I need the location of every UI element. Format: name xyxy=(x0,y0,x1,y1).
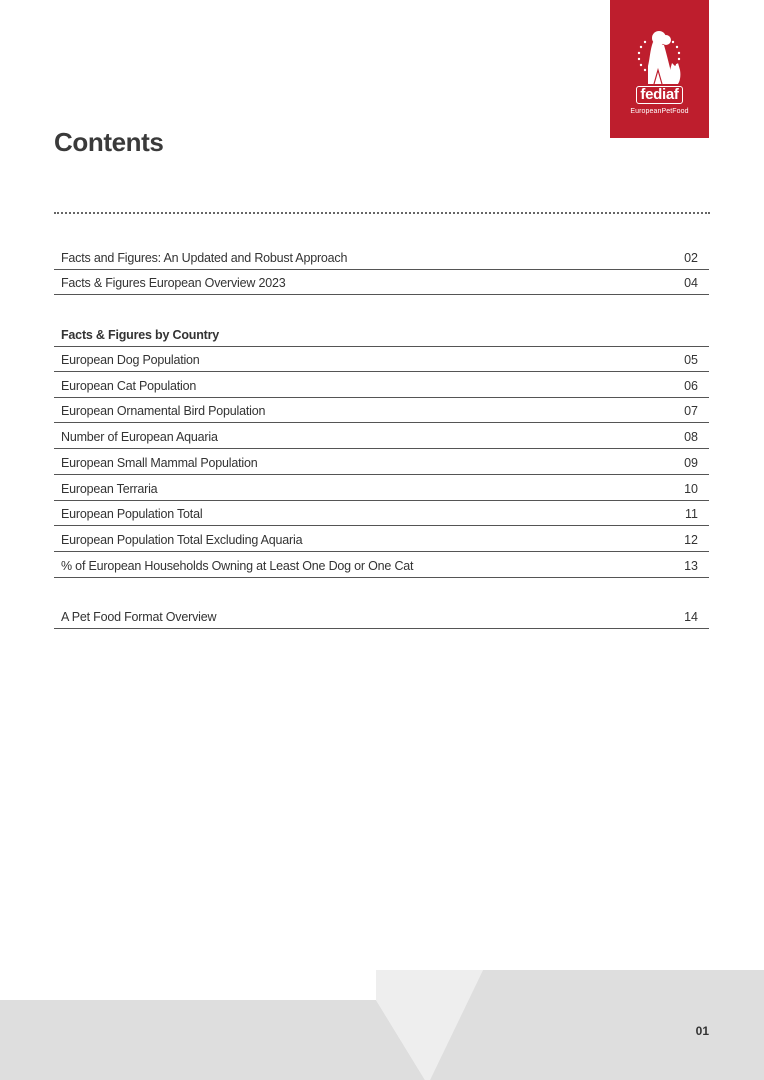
toc-page-number: 06 xyxy=(684,379,698,393)
toc-label: European Dog Population xyxy=(61,353,200,367)
dog-cat-emblem-icon xyxy=(624,28,694,86)
toc-label: European Population Total Excluding Aquaria xyxy=(61,533,303,547)
toc-label: % of European Households Owning at Least One Dog or One Cat xyxy=(61,559,414,573)
toc-page-number: 09 xyxy=(684,456,698,470)
toc-section-heading xyxy=(54,321,709,347)
toc-page-number: 04 xyxy=(684,276,698,290)
toc-row[interactable] xyxy=(54,449,709,475)
toc-row[interactable] xyxy=(54,397,709,423)
logo-wordmark: fediaf xyxy=(610,86,709,104)
toc-page-number: 12 xyxy=(684,533,698,547)
section-heading-label: Facts & Figures by Country xyxy=(61,328,220,342)
toc-row[interactable] xyxy=(54,423,709,449)
fediaf-logo xyxy=(610,0,709,138)
toc-page-number: 07 xyxy=(684,404,698,418)
toc-row[interactable] xyxy=(54,603,709,629)
footer-decoration xyxy=(0,970,764,1080)
toc-page-number: 05 xyxy=(684,353,698,367)
footer-page-number: 01 xyxy=(695,1024,709,1038)
logo-tagline: EuropeanPetFood xyxy=(630,108,689,115)
toc-row[interactable] xyxy=(54,244,709,270)
toc-label: European Population Total xyxy=(61,507,203,521)
toc-page-number: 11 xyxy=(685,507,698,521)
toc-page-number: 14 xyxy=(684,610,698,624)
toc-row[interactable] xyxy=(54,269,709,295)
toc-page-number: 13 xyxy=(684,559,698,573)
toc-row[interactable] xyxy=(54,526,709,552)
toc-label: Number of European Aquaria xyxy=(61,430,218,444)
toc-row[interactable] xyxy=(54,552,709,578)
toc-label: European Terraria xyxy=(61,482,158,496)
dotted-divider xyxy=(54,212,710,214)
toc-label: European Ornamental Bird Population xyxy=(61,404,266,418)
toc-row[interactable] xyxy=(54,475,709,501)
toc-page-number: 02 xyxy=(684,251,698,265)
toc-page-number: 10 xyxy=(684,482,698,496)
toc-label: European Cat Population xyxy=(61,379,197,393)
toc-label: A Pet Food Format Overview xyxy=(61,610,217,624)
toc-row[interactable] xyxy=(54,372,709,398)
toc-page-number: 08 xyxy=(684,430,698,444)
toc-label: Facts and Figures: An Updated and Robust Approach xyxy=(61,251,348,265)
toc-label: European Small Mammal Population xyxy=(61,456,258,470)
page-title: Contents xyxy=(54,127,164,157)
toc-label: Facts & Figures European Overview 2023 xyxy=(61,276,286,290)
toc-row[interactable] xyxy=(54,346,709,372)
toc-row[interactable] xyxy=(54,500,709,526)
